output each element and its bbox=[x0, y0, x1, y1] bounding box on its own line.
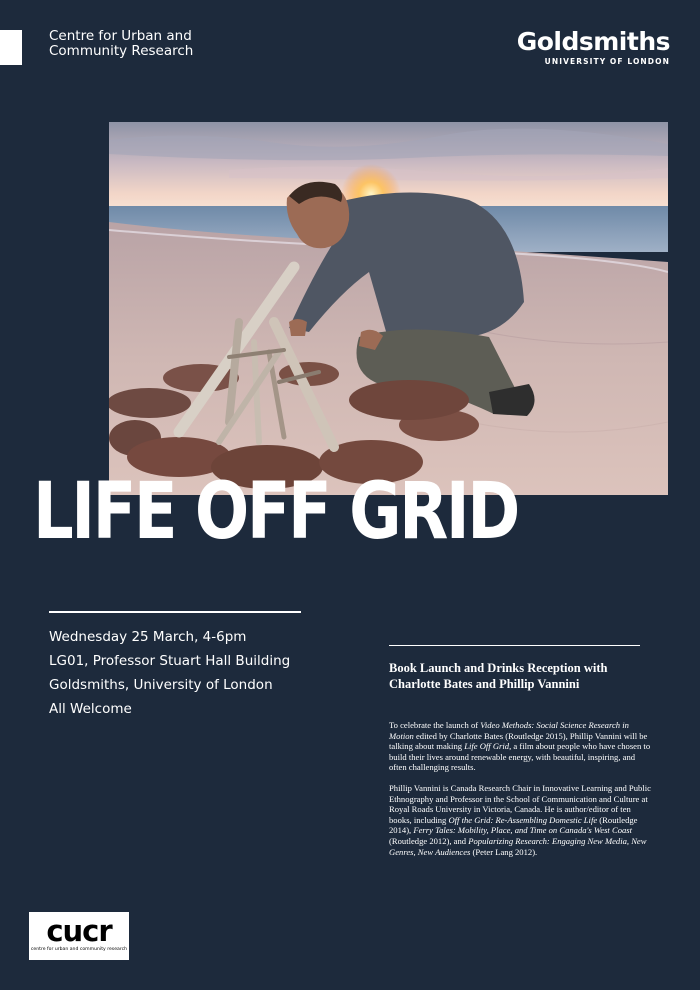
p2-text-c: (Routledge 2012), and bbox=[389, 835, 469, 846]
centre-name bbox=[49, 29, 193, 59]
hero-photo bbox=[109, 122, 668, 495]
p1-book-title: Video Methods: Social Science Research in Motion bbox=[389, 720, 629, 741]
event-welcome: All Welcome bbox=[49, 701, 132, 717]
centre-name-line1: Centre for Urban and bbox=[49, 28, 192, 44]
launch-heading: Book Launch and Drinks Reception with Charlotte Bates and Phillip Vannini bbox=[389, 661, 608, 691]
p2-book1-title: Off the Grid: Re-Assembling Domestic Life bbox=[448, 814, 598, 825]
details-divider bbox=[49, 611, 301, 613]
description-divider bbox=[389, 645, 640, 646]
p2-book2-title: Ferry Tales: Mobility, Place, and Time on Canada's West Coast bbox=[413, 825, 633, 836]
event-room: LG01, Professor Stuart Hall Building bbox=[49, 653, 291, 669]
centre-name-line2: Community Research bbox=[49, 43, 194, 59]
p1-text-b: edited by Charlotte Bates (Routledge 2015), Phillip Vannini will be talking about making bbox=[389, 730, 648, 752]
goldsmiths-logo bbox=[517, 28, 670, 66]
p2-text-a: Phillip Vannini is Canada Research Chair in Innovative Learning and Public Ethnography and Professor in the School of Communication and Culture at Royal Roads University in Victoria, Canada. He is author/editor of ten books, including bbox=[389, 782, 651, 825]
p1-text-c: , a film about people who have chosen to build their lives around renewable energy, with beautiful, inspiring, and often challenging results. bbox=[389, 741, 651, 773]
cucr-logo-word: cucr bbox=[46, 914, 112, 948]
p1-film-title: Life Off Grid bbox=[464, 741, 510, 752]
description-paragraph-1 bbox=[389, 720, 651, 773]
event-place: Goldsmiths, University of London bbox=[49, 677, 273, 693]
man-building-campfire-on-beach-icon bbox=[109, 122, 668, 495]
p1-text-a: To celebrate the launch of bbox=[389, 720, 481, 730]
event-details bbox=[49, 625, 290, 721]
cucr-logo bbox=[29, 912, 129, 960]
event-title: LIFE OFF GRID bbox=[33, 467, 518, 557]
event-date: Wednesday 25 March, 4-6pm bbox=[49, 629, 247, 645]
p2-text-d: (Peter Lang 2012). bbox=[470, 846, 538, 857]
cucr-logo-sub: centre for urban and community research bbox=[30, 947, 128, 952]
corner-square-mark bbox=[0, 30, 22, 65]
goldsmiths-logo-name: Goldsmiths bbox=[516, 27, 670, 56]
description-paragraph-2 bbox=[389, 783, 651, 857]
p2-book3-title: Popularizing Research: Engaging New Media, New Genres, New Audiences bbox=[389, 835, 647, 857]
goldsmiths-logo-sub: UNIVERSITY OF LONDON bbox=[544, 57, 670, 66]
launch-description bbox=[389, 720, 651, 867]
p2-text-b: (Routledge 2014), bbox=[389, 814, 638, 836]
